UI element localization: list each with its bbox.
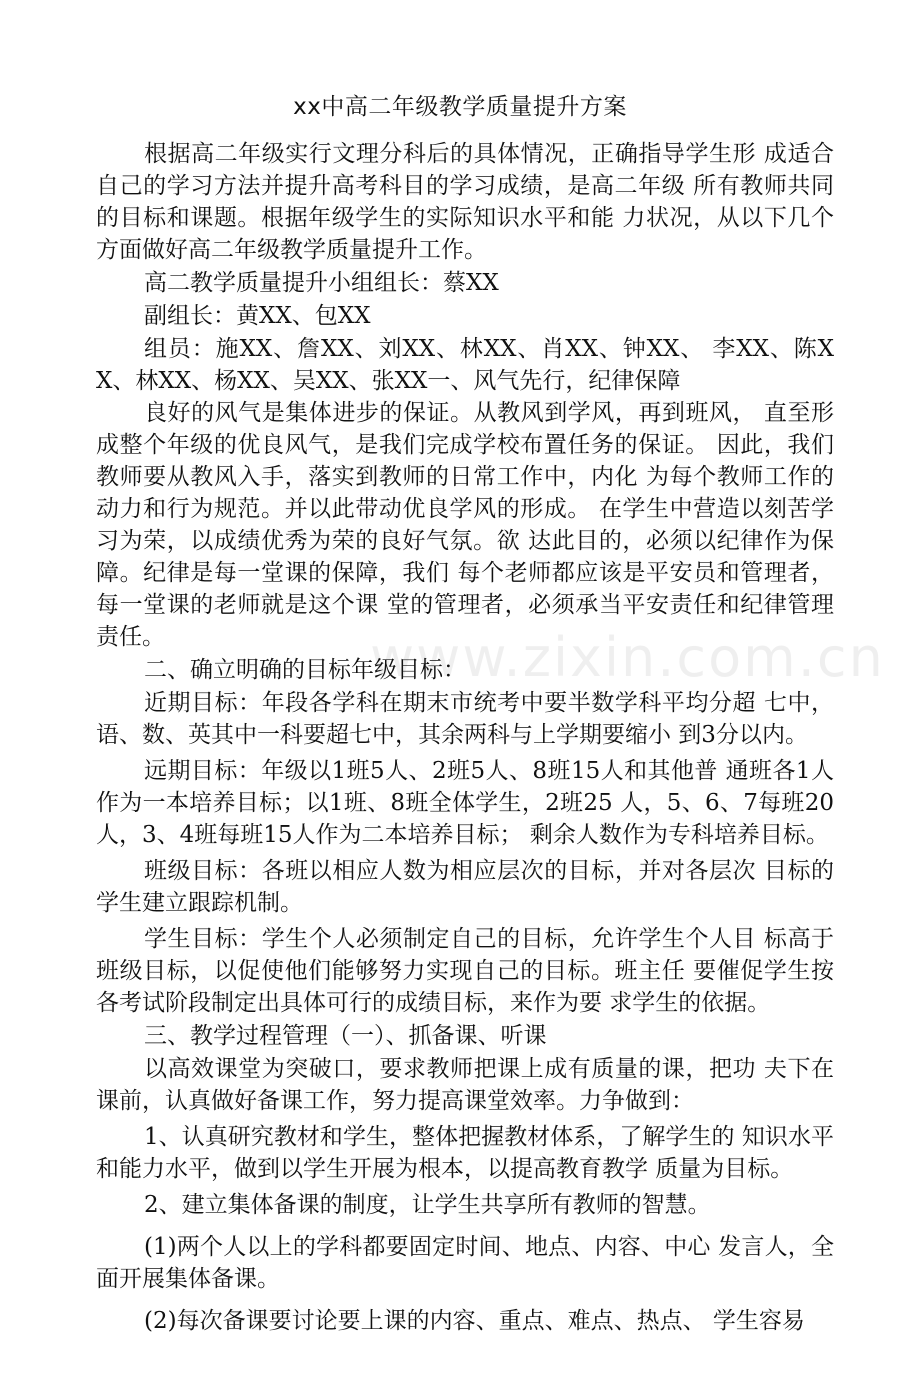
- paragraph-subitem-1: (1)两个人以上的学科都要固定时间、地点、内容、中心 发言人，全面开展集体备课。: [96, 1234, 834, 1292]
- paragraph-class-goal: 班级目标：各班以相应人数为相应层次的目标，并对各层次 目标的学生建立跟踪机制。: [96, 858, 834, 916]
- section-heading-teaching-process: 三、教学过程管理（一）、抓备课、听课: [144, 1023, 547, 1049]
- document-title: xx中高二年级教学质量提升方案: [293, 94, 627, 120]
- paragraph-efficient-class: 以高效课堂为突破口，要求教师把课上成有质量的课，把功 夫下在课前，认真做好备课工作，努力提高课堂效率。力争做到：: [96, 1056, 834, 1114]
- paragraph-short-term-goal: 近期目标：年段各学科在期末市统考中要半数学科平均分超 七中，语、数、英其中一科要超七中，其余两科与上学期要缩小 到3分以内。: [96, 690, 834, 748]
- paragraph-subitem-2: (2)每次备课要讨论要上课的内容、重点、难点、热点、 学生容易: [144, 1308, 805, 1334]
- paragraph-intro: 根据高二年级实行文理分科后的具体情况，正确指导学生形 成适合自己的学习方法并提升高考科目的学习成绩，是高二年级 所有教师共同的目标和课题。根据年级学生的实际知识水平和能 力状况，从以下几个方面做好高二年级教学质量提升工作。: [96, 141, 834, 263]
- paragraph-item-1: 1、认真研究教材和学生，整体把握教材体系，了解学生的 知识水平和能力水平，做到以学生开展为根本，以提高教育教学 质量为目标。: [96, 1124, 834, 1182]
- paragraph-student-goal: 学生目标：学生个人必须制定自己的目标，允许学生个人目 标高于班级目标，以促使他们能够努力实现自己的目标。班主任 要催促学生按各考试阶段制定出具体可行的成绩目标，来作为要 求学生的依据。: [96, 926, 834, 1016]
- paragraph-deputy-leaders: 副组长：黄XX、包XX: [144, 303, 371, 329]
- paragraph-long-term-goal: 远期目标：年级以1班5人、2班5人、8班15人和其他普 通班各1人作为一本培养目标；以1班、8班全体学生，2班25 人，5、6、7每班20人，3、4班每班15人作为二本培养目标； 剩余人数作为专科培养目标。: [96, 758, 834, 848]
- paragraph-item-2: 2、建立集体备课的制度，让学生共享所有教师的智慧。: [144, 1192, 711, 1218]
- section-heading-goals: 二、确立明确的目标年级目标：: [144, 657, 466, 683]
- paragraph-group-leader: 高二教学质量提升小组组长：蔡XX: [144, 270, 499, 296]
- paragraph-discipline: 良好的风气是集体进步的保证。从教风到学风，再到班风， 直至形成整个年级的优良风气，是我们完成学校布置任务的保证。 因此，我们教师要从教风入手，落实到教师的日常工作中，内化 为每个教师工作的动力和行为规范。并以此带动优良学风的形成。 在学生中营造以刻苦学习为荣，以成绩优秀为荣的良好气氛。欲 达此目的，必须以纪律作为保障。纪律是每一堂课的保障，我们 每个老师都应该是平安员和管理者，每一堂课的老师就是这个课 堂的管理者，必须承当平安责任和纪律管理责任。: [96, 400, 834, 650]
- watermark: www.zixin.com.cn: [370, 626, 885, 689]
- document-body: [96, 138, 834, 1337]
- paragraph-members: 组员：施XX、詹XX、刘XX、林XX、肖XX、钟XX、 李XX、陈XX、林XX、杨XX、吴XX、张XX一、风气先行，纪律保障: [96, 336, 834, 394]
